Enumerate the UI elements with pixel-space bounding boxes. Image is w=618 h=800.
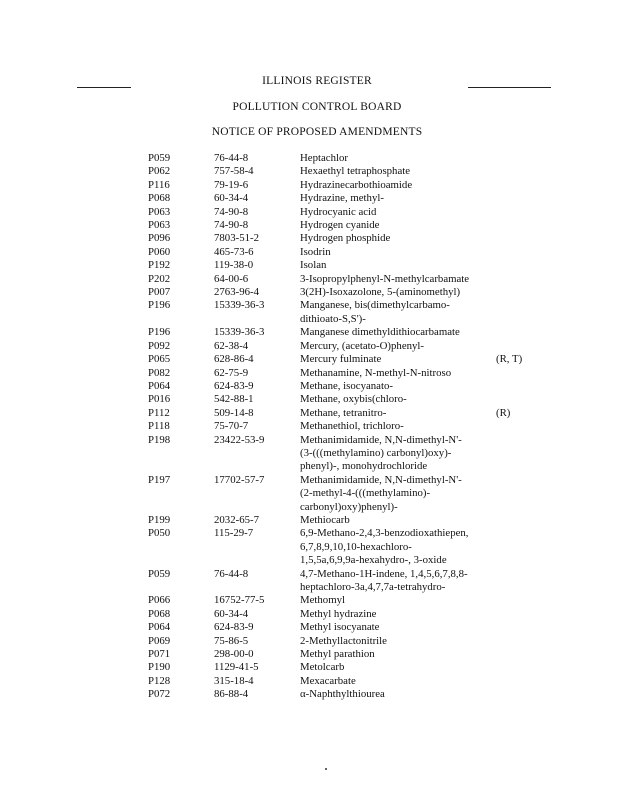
waste-code: P082 <box>148 366 171 379</box>
cas-number: 23422-53-9 <box>214 433 265 446</box>
cas-number: 62-75-9 <box>214 366 249 379</box>
table-row <box>148 688 548 701</box>
waste-code: P198 <box>148 433 171 446</box>
substance-name: Hydrazine, methyl- <box>300 192 384 205</box>
cas-number: 1129-41-5 <box>214 661 259 674</box>
table-row <box>148 367 548 380</box>
substance-name: 3(2H)-Isoxazolone, 5-(aminomethyl) <box>300 286 461 299</box>
substance-name: Methanamine, N-methyl-N-nitroso <box>300 366 452 379</box>
table-row <box>148 608 548 621</box>
waste-code: P128 <box>148 674 171 687</box>
waste-code: P068 <box>148 192 171 205</box>
notice-title: NOTICE OF PROPOSED AMENDMENTS <box>211 126 423 138</box>
table-row <box>148 648 548 661</box>
waste-code: P190 <box>148 661 171 674</box>
hazardous-waste-table <box>148 152 548 702</box>
substance-name: 3-Isopropylphenyl-N-methylcarbamate <box>300 272 470 285</box>
cas-number: 465-73-6 <box>214 245 254 258</box>
hazard-code <box>496 514 548 527</box>
substance-name: 2-Methyllactonitrile <box>300 634 387 647</box>
substance-name: Methiocarb <box>300 513 350 526</box>
substance-name: Methane, tetranitro- <box>300 406 387 419</box>
waste-code: P197 <box>148 473 171 486</box>
cas-number: 17702-57-7 <box>214 473 265 486</box>
substance-name: Hydrogen phosphide <box>300 232 391 245</box>
hazard-code <box>496 635 548 648</box>
table-row <box>148 286 548 299</box>
cas-number: 298-00-0 <box>214 648 254 661</box>
table-row <box>148 219 548 232</box>
cas-number: 315-18-4 <box>214 674 254 687</box>
cas-number: 60-34-4 <box>214 607 249 620</box>
waste-code: P007 <box>148 286 171 299</box>
cas-number: 7803-51-2 <box>214 232 259 245</box>
hazard-code <box>496 259 548 272</box>
cas-number: 16752-77-5 <box>214 594 265 607</box>
table-row <box>148 273 548 286</box>
waste-code: P071 <box>148 648 171 661</box>
waste-code: P065 <box>148 353 171 366</box>
cas-number: 75-70-7 <box>214 420 249 433</box>
waste-code: P069 <box>148 634 171 647</box>
table-row <box>148 635 548 648</box>
cas-number: 115-29-7 <box>214 527 254 540</box>
substance-name: Methomyl <box>300 594 345 607</box>
substance-name: 6,9-Methano-2,4,3-benzodioxathiepen, 6,7,8,9,10,10-hexachloro- 1,5,5a,6,9,9a-hexahydro-, 3-oxide <box>300 527 469 567</box>
hazard-code <box>496 608 548 621</box>
waste-code: P196 <box>148 326 171 339</box>
waste-code: P196 <box>148 299 171 312</box>
cas-number: 74-90-8 <box>214 219 249 232</box>
board-title: POLLUTION CONTROL BOARD <box>232 101 402 113</box>
cas-number: 15339-36-3 <box>214 326 265 339</box>
table-row <box>148 675 548 688</box>
table-row <box>148 246 548 259</box>
table-row <box>148 326 548 339</box>
hazard-code <box>496 474 548 514</box>
table-row <box>148 340 548 353</box>
waste-code: P092 <box>148 339 171 352</box>
hazard-code <box>496 340 548 353</box>
substance-name: α-Naphthylthiourea <box>300 688 385 701</box>
waste-code: P059 <box>148 567 171 580</box>
cas-number: 624-83-9 <box>214 379 254 392</box>
register-title: ILLINOIS REGISTER <box>262 75 372 87</box>
hazard-code <box>496 688 548 701</box>
waste-code: P062 <box>148 165 171 178</box>
hazard-code <box>496 367 548 380</box>
hazard-code <box>496 420 548 433</box>
table-row <box>148 259 548 272</box>
table-row <box>148 165 548 178</box>
table-row <box>148 299 548 326</box>
hazard-code <box>496 232 548 245</box>
hazard-code <box>496 206 548 219</box>
table-row <box>148 380 548 393</box>
hazard-code <box>496 286 548 299</box>
waste-code: P059 <box>148 152 171 164</box>
hazard-code <box>496 380 548 393</box>
substance-name: Hydrocyanic acid <box>300 205 377 218</box>
substance-name: Methyl hydrazine <box>300 607 377 620</box>
substance-name: 4,7-Methano-1H-indene, 1,4,5,6,7,8,8- heptachloro-3a,4,7,7a-tetrahydro- <box>300 567 468 593</box>
table-row <box>148 514 548 527</box>
cas-number: 757-58-4 <box>214 165 254 178</box>
waste-code: P063 <box>148 219 171 232</box>
hazard-code <box>496 568 548 595</box>
substance-name: Methyl isocyanate <box>300 621 380 634</box>
hazard-code <box>496 192 548 205</box>
substance-name: Methyl parathion <box>300 648 375 661</box>
table-row <box>148 568 548 595</box>
waste-code: P096 <box>148 232 171 245</box>
header-rule-right <box>468 87 551 88</box>
substance-name: Heptachlor <box>300 152 348 164</box>
hazard-code <box>496 273 548 286</box>
table-row <box>148 621 548 634</box>
header-rule-left <box>77 87 131 88</box>
cas-number: 74-90-8 <box>214 205 249 218</box>
hazard-code <box>496 299 548 326</box>
cas-number: 542-88-1 <box>214 393 254 406</box>
substance-name: Methanimidamide, N,N-dimethyl-N'- (3-(((methylamino) carbonyl)oxy)- phenyl)-, monohydrochloride <box>300 433 462 473</box>
substance-name: Metolcarb <box>300 661 345 674</box>
waste-code: P016 <box>148 393 171 406</box>
waste-code: P066 <box>148 594 171 607</box>
table-row <box>148 179 548 192</box>
substance-name: Methane, oxybis(chloro- <box>300 393 407 406</box>
substance-name: Hydrazinecarbothioamide <box>300 178 413 191</box>
hazard-code <box>496 246 548 259</box>
substance-name: Mercury fulminate <box>300 353 382 366</box>
hazard-code <box>496 675 548 688</box>
substance-name: Isodrin <box>300 245 331 258</box>
hazard-code <box>496 393 548 406</box>
cas-number: 79-19-6 <box>214 178 249 191</box>
waste-code: P202 <box>148 272 171 285</box>
cas-number: 2032-65-7 <box>214 513 259 526</box>
table-row <box>148 152 548 165</box>
cas-number: 2763-96-4 <box>214 286 259 299</box>
hazard-code <box>496 179 548 192</box>
cas-number: 624-83-9 <box>214 621 254 634</box>
hazard-code: (R) <box>496 406 511 419</box>
cas-number: 509-14-8 <box>214 406 254 419</box>
waste-code: P050 <box>148 527 171 540</box>
waste-code: P063 <box>148 205 171 218</box>
cas-number: 60-34-4 <box>214 192 249 205</box>
hazard-code <box>496 648 548 661</box>
waste-code: P112 <box>148 406 170 419</box>
cas-number: 76-44-8 <box>214 152 249 164</box>
substance-name: Methanimidamide, N,N-dimethyl-N'- (2-methyl-4-(((methylamino)- carbonyl)oxy)phenyl)- <box>300 473 462 513</box>
cas-number: 15339-36-3 <box>214 299 265 312</box>
waste-code: P118 <box>148 420 170 433</box>
cas-number: 75-86-5 <box>214 634 249 647</box>
hazard-code <box>496 621 548 634</box>
cas-number: 62-38-4 <box>214 339 249 352</box>
hazard-code <box>496 661 548 674</box>
table-row <box>148 594 548 607</box>
hazard-code <box>496 594 548 607</box>
cas-number: 628-86-4 <box>214 353 254 366</box>
hazard-code <box>496 527 548 567</box>
hazard-code: (R, T) <box>496 353 523 366</box>
waste-code: P064 <box>148 379 171 392</box>
cas-number: 76-44-8 <box>214 567 249 580</box>
waste-code: P199 <box>148 513 171 526</box>
substance-name: Methane, isocyanato- <box>300 379 393 392</box>
substance-name: Hydrogen cyanide <box>300 219 380 232</box>
substance-name: Methanethiol, trichloro- <box>300 420 404 433</box>
cas-number: 119-38-0 <box>214 259 254 272</box>
waste-code: P068 <box>148 607 171 620</box>
waste-code: P064 <box>148 621 171 634</box>
table-row <box>148 232 548 245</box>
table-row <box>148 206 548 219</box>
substance-name: Mexacarbate <box>300 674 356 687</box>
waste-code: P192 <box>148 259 171 272</box>
table-row <box>148 474 548 514</box>
table-row <box>148 353 548 366</box>
cas-number: 64-00-6 <box>214 272 249 285</box>
substance-name: Isolan <box>300 259 327 272</box>
table-row <box>148 661 548 674</box>
waste-code: P116 <box>148 178 170 191</box>
hazard-code <box>496 165 548 178</box>
substance-name: Manganese, bis(dimethylcarbamo- dithioato-S,S')- <box>300 299 450 325</box>
waste-code: P060 <box>148 245 171 258</box>
cas-number: 86-88-4 <box>214 688 249 701</box>
substance-name: Mercury, (acetato-O)phenyl- <box>300 339 425 352</box>
hazard-code <box>496 152 548 165</box>
substance-name: Manganese dimethyldithiocarbamate <box>300 326 460 339</box>
hazard-code <box>496 326 548 339</box>
table-row <box>148 527 548 567</box>
table-row <box>148 192 548 205</box>
substance-name: Hexaethyl tetraphosphate <box>300 165 411 178</box>
table-row <box>148 393 548 406</box>
hazard-code <box>496 219 548 232</box>
table-row <box>148 407 548 420</box>
table-row <box>148 434 548 474</box>
table-row <box>148 420 548 433</box>
waste-code: P072 <box>148 688 171 701</box>
page-speck <box>325 768 327 770</box>
hazard-code <box>496 434 548 474</box>
